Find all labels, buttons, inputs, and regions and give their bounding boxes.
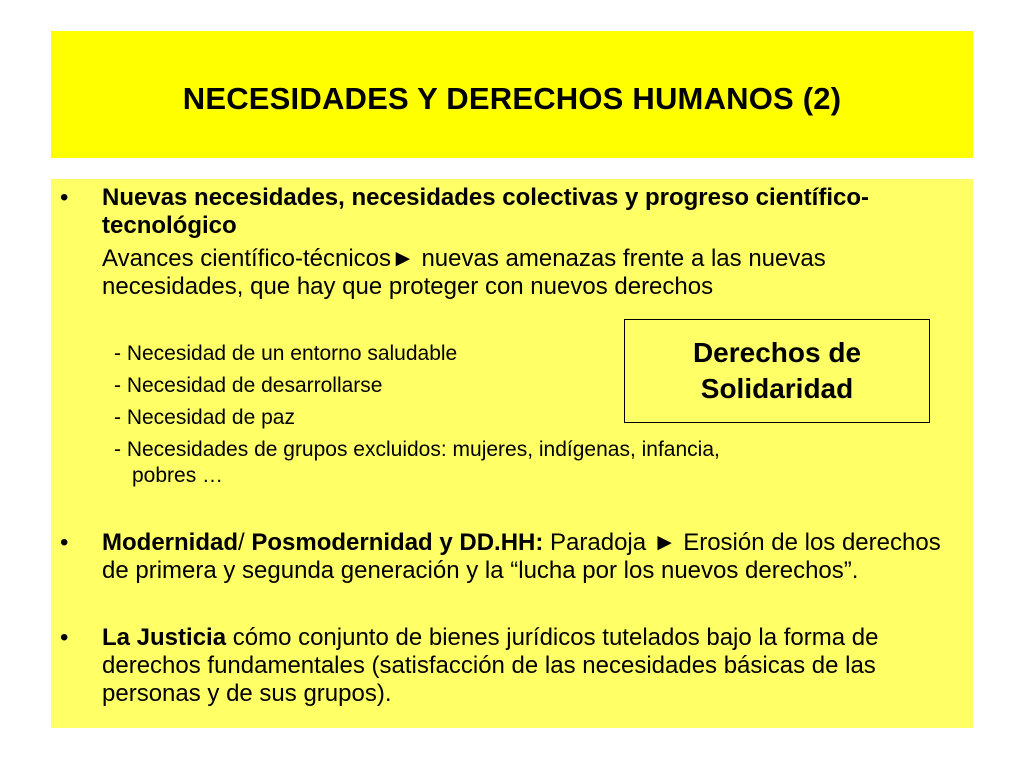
item3-bold-justicia: La Justicia (102, 624, 227, 651)
item1-paragraph: Avances científico-técnicos► nuevas amenazas frente a las nuevas necesidades, que hay que proteger con nuevos derechos (102, 245, 826, 300)
item2-separator: / (238, 529, 252, 556)
bullet-icon: • (60, 184, 69, 211)
slide-title: NECESIDADES Y DERECHOS HUMANOS (2) (182, 80, 842, 116)
item2-bold-posmodernidad: Posmodernidad y DD.HH: (251, 529, 544, 556)
item2-bold-modernidad: Modernidad (102, 529, 238, 556)
subitem-desarrollarse: - Necesidad de desarrollarse (114, 374, 383, 397)
item3-text: cómo conjunto de bienes jurídicos tutelados bajo la forma de derechos fundamentales (satisfacción de las necesidades básicas de las personas y de sus grupos). (102, 624, 879, 707)
subitem-grupos-continuation: pobres … (132, 464, 224, 487)
callout-derechos-solidaridad (624, 319, 930, 423)
item2-paragraph (102, 529, 962, 585)
title-banner (51, 31, 973, 158)
callout-line1: Derechos de (692, 337, 862, 368)
bullet-icon: • (60, 529, 69, 556)
item2-text: Paradoja ► Erosión de los derechos de primera y segunda generación y la “lucha por los nuevos derechos”. (102, 529, 941, 584)
subitem-grupos-text: - Necesidades de grupos excluidos: mujeres, indígenas, infancia, (114, 438, 720, 461)
subitem-entorno: - Necesidad de un entorno saludable (114, 342, 458, 365)
item3-paragraph (102, 624, 962, 708)
item1-heading: Nuevas necesidades, necesidades colectivas y progreso científico-tecnológico (102, 184, 870, 239)
bullet-icon: • (60, 624, 69, 651)
content-panel (51, 179, 973, 728)
subitem-grupos-excluidos (114, 437, 934, 489)
callout-line2: Solidaridad (700, 373, 854, 404)
subitem-paz: - Necesidad de paz (114, 406, 295, 429)
